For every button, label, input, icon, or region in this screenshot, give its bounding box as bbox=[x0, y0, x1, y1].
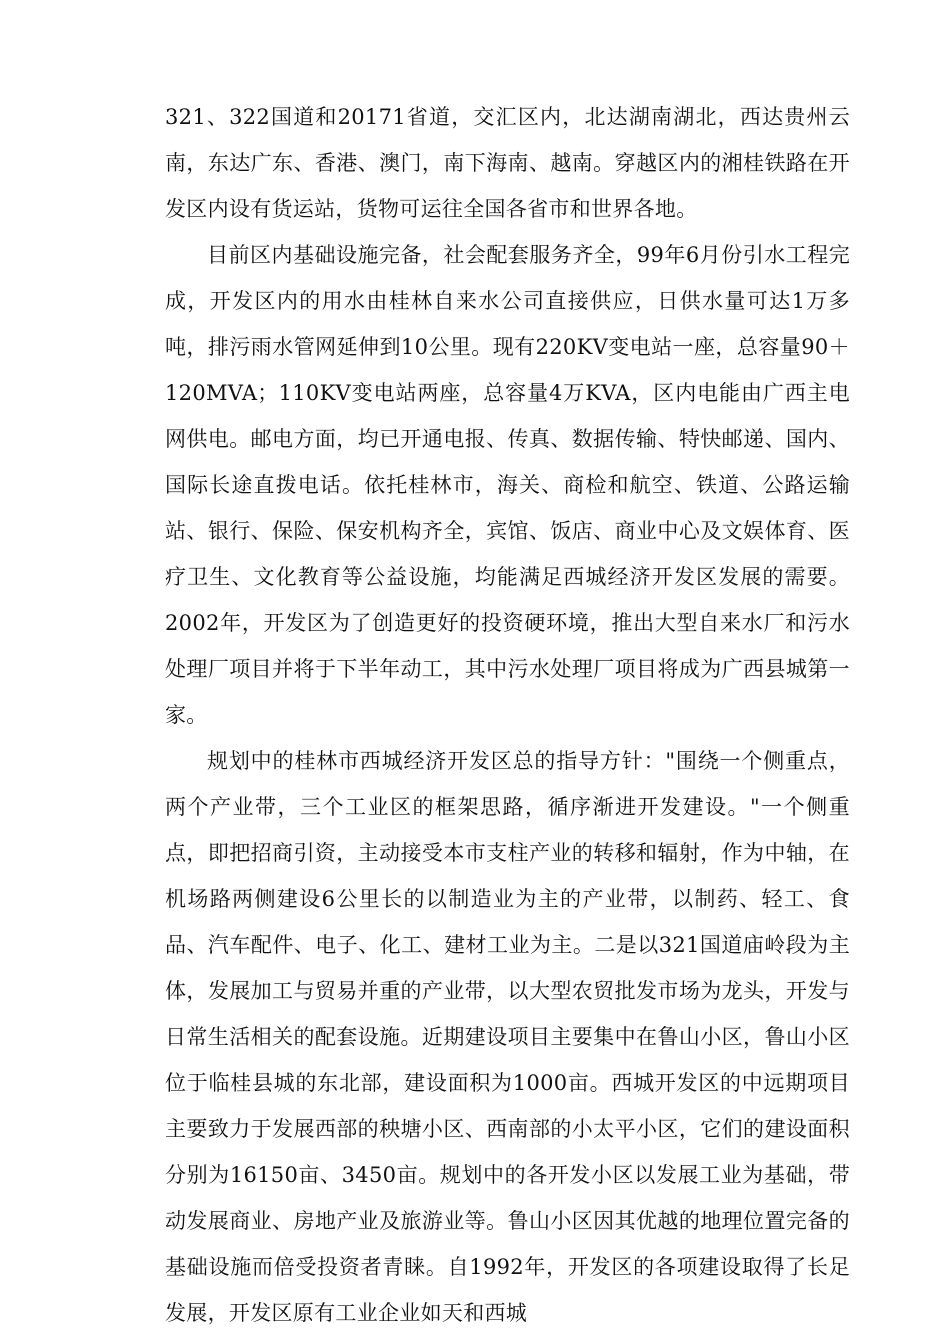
paragraph-transport: 321、322国道和20171省道，交汇区内，北达湖南湖北，西达贵州云南，东达广东、香港、澳门，南下海南、越南。穿越区内的湘桂铁路在开发区内设有货运站，货物可运往全国各省市和世界各地。 bbox=[165, 105, 850, 221]
paragraph-planning: 规划中的桂林市西城经济开发区总的指导方针："围绕一个侧重点，两个产业带，三个工业区的框架思路，循序渐进开发建设。"一个侧重点，即把招商引资，主动接受本市支柱产业的转移和辐射，作为中轴，在机场路两侧建设6公里长的以制造业为主的产业带，以制药、轻工、食品、汽车配件、电子、化工、建材工业为主。二是以321国道庙岭段为主体，发展加工与贸易并重的产业带，以大型农贸批发市场为龙头，开发与日常生活相关的配套设施。近期建设项目主要集中在鲁山小区，鲁山小区位于临桂县城的东北部，建设面积为1000亩。西城开发区的中远期项目主要致力于发展西部的秧塘小区、西南部的小太平小区，它们的建设面积分别为16150亩、3450亩。规划中的各开发小区以发展工业为基础，带动发展商业、房地产业及旅游业等。鲁山小区因其优越的地理位置完备的基础设施而倍受投资者青睐。自1992年，开发区的各项建设取得了长足发展，开发区原有工业企业如天和西城 bbox=[165, 749, 850, 1325]
paragraph-infrastructure: 目前区内基础设施完备，社会配套服务齐全，99年6月份引水工程完成，开发区内的用水由桂林自来水公司直接供应，日供水量可达1万多吨，排污雨水管网延伸到10公里。现有220KV变电站一座，总容量90＋120MVA；110KV变电站两座，总容量4万KVA，区内电能由广西主电网供电。邮电方面，均已开通电报、传真、数据传输、特快邮递、国内、国际长途直拨电话。依托桂林市，海关、商检和航空、铁道、公路运输站、银行、保险、保安机构齐全，宾馆、饭店、商业中心及文娱体育、医疗卫生、文化教育等公益设施，均能满足西城经济开发区发展的需要。2002年，开发区为了创造更好的投资硬环境，推出大型自来水厂和污水处理厂项目并将于下半年动工，其中污水处理厂项目将成为广西县城第一家。 bbox=[165, 243, 850, 727]
document-body bbox=[165, 94, 850, 1336]
